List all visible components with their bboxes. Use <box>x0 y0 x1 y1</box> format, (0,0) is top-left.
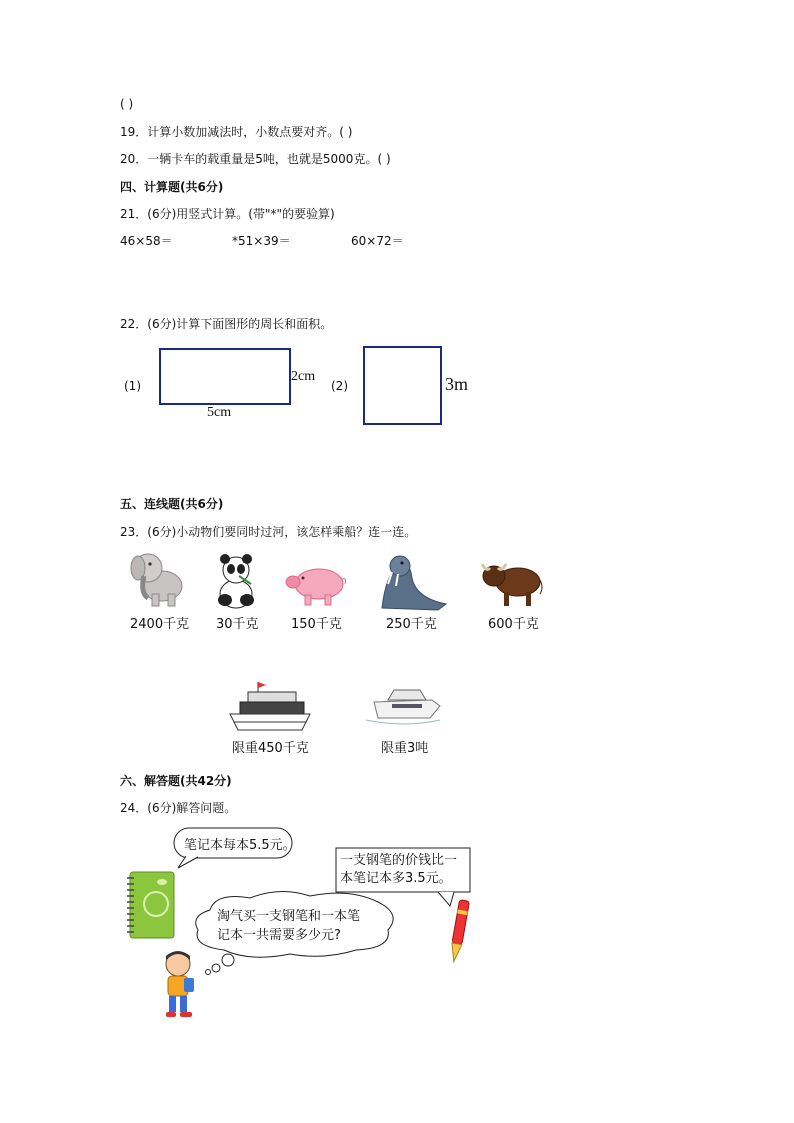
animal-weight-seal: 250千克 <box>386 617 437 632</box>
section-5-heading: 五、连线题(共6分) <box>120 497 224 511</box>
question-21: 21．(6分)用竖式计算。(带"*"的要验算) <box>120 207 335 221</box>
yacht-icon <box>364 684 442 734</box>
pig-icon <box>283 562 349 610</box>
pen-icon <box>446 898 472 970</box>
question-19: 19．计算小数加减法时，小数点要对齐。( ) <box>120 125 353 139</box>
shape-2-label: (2) <box>331 379 348 393</box>
question-cloud-line2: 记本一共需要多少元? <box>217 928 341 943</box>
rectangle-height-label: 2cm <box>291 369 316 384</box>
shape-1-label: (1) <box>124 379 141 393</box>
rectangle-figure <box>159 348 291 405</box>
seal-icon <box>376 554 450 616</box>
q18-answer-paren: ( ) <box>120 97 134 111</box>
question-20: 20．一辆卡车的载重量是5吨，也就是5000克。( ) <box>120 152 391 166</box>
calc-item-2: *51×39＝ <box>232 234 291 248</box>
pen-price-bubble-line1: 一支钢笔的价钱比一 <box>340 853 458 868</box>
boat-limit-ferry: 限重450千克 <box>232 741 309 756</box>
boy-avatar-icon <box>158 950 202 1024</box>
section-6-heading: 六、解答题(共42分) <box>120 774 232 788</box>
boat-limit-yacht: 限重3吨 <box>381 741 429 756</box>
animal-weight-buffalo: 600千克 <box>488 617 539 632</box>
elephant-icon <box>130 548 188 612</box>
buffalo-icon <box>476 556 546 612</box>
section-4-heading: 四、计算题(共6分) <box>120 180 224 194</box>
notebook-price-bubble: 笔记本每本5.5元。 <box>184 838 296 853</box>
square-side-label: 3m <box>445 374 469 394</box>
question-23: 23．(6分)小动物们要同时过河，该怎样乘船？连一连。 <box>120 525 417 539</box>
question-24: 24．(6分)解答问题。 <box>120 801 237 815</box>
square-figure <box>363 346 442 425</box>
calc-item-1: 46×58＝ <box>120 234 173 248</box>
pen-price-bubble-line2: 本笔记本多3.5元。 <box>340 871 452 886</box>
ferry-boat-icon <box>228 680 312 740</box>
question-22: 22．(6分)计算下面图形的周长和面积。 <box>120 317 333 331</box>
rectangle-width-label: 5cm <box>207 405 232 420</box>
panda-icon <box>211 552 261 614</box>
animal-weight-elephant: 2400千克 <box>130 617 190 632</box>
animal-weight-pig: 150千克 <box>291 617 342 632</box>
animal-weight-panda: 30千克 <box>216 617 259 632</box>
calc-item-3: 60×72＝ <box>351 234 404 248</box>
question-cloud-line1: 淘气买一支钢笔和一本笔 <box>217 909 361 924</box>
notebook-icon <box>126 870 176 944</box>
